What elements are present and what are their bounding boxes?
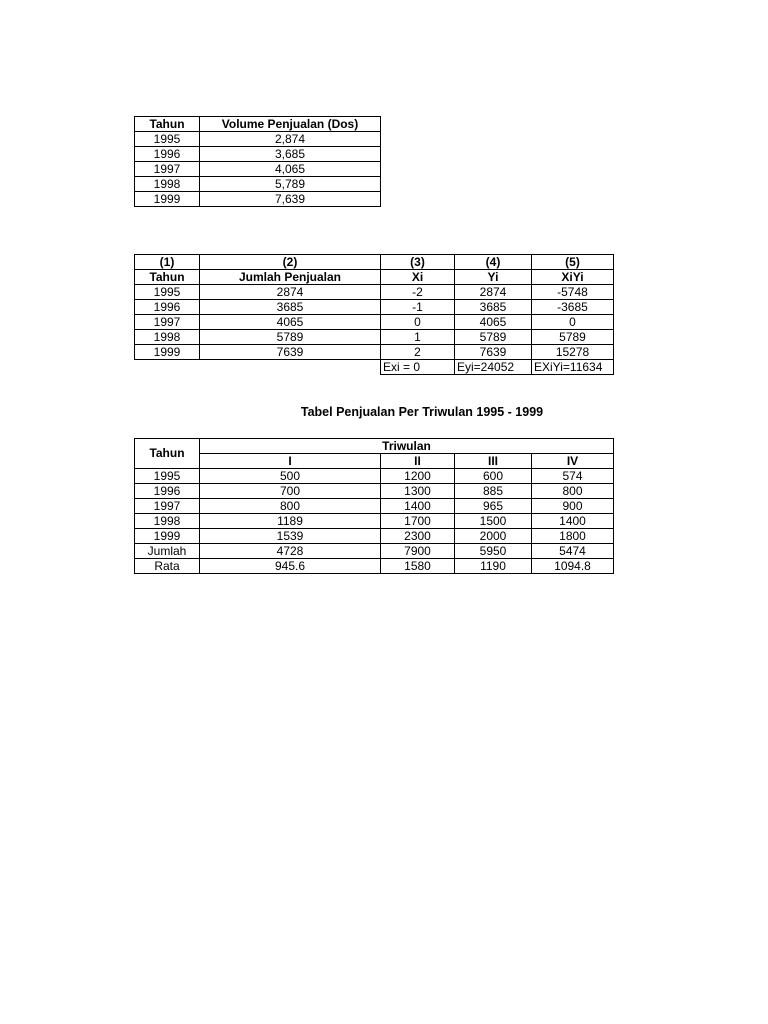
cell-year: 1999: [135, 529, 200, 544]
cell-xiyi: 5789: [532, 330, 614, 345]
quarterly-sales-table: [134, 438, 614, 574]
cell-year: 1999: [135, 345, 200, 360]
cell-volume: 3,685: [200, 147, 381, 162]
quarterly-table-title: Tabel Penjualan Per Triwulan 1995 - 1999: [300, 405, 544, 419]
table-row: [135, 132, 381, 147]
cell-q3: 965: [455, 499, 532, 514]
cell-q4: 1400: [532, 514, 614, 529]
cell-volume: 7,639: [200, 192, 381, 207]
table-row: [135, 177, 381, 192]
cell-q2: 1400: [381, 499, 455, 514]
header-q4: IV: [532, 454, 614, 469]
totals-row: [135, 360, 614, 375]
cell-xi: -1: [381, 300, 455, 315]
header-tahun: Tahun: [135, 117, 200, 132]
cell-q1: 800: [200, 499, 381, 514]
cell-q1: 500: [200, 469, 381, 484]
cell-volume: 2,874: [200, 132, 381, 147]
colnum-2: (2): [200, 255, 381, 270]
cell-q2: 2300: [381, 529, 455, 544]
least-squares-table: [134, 254, 614, 375]
cell-year: 1995: [135, 285, 200, 300]
cell-sales: 4065: [200, 315, 381, 330]
cell-q1: 1189: [200, 514, 381, 529]
cell-volume: 4,065: [200, 162, 381, 177]
cell-q3: 885: [455, 484, 532, 499]
cell-year: 1996: [135, 147, 200, 162]
volume-table: [134, 116, 381, 207]
cell-yi: 4065: [455, 315, 532, 330]
cell-q3: 1500: [455, 514, 532, 529]
table-header-row: [135, 117, 381, 132]
table-row: [135, 285, 614, 300]
table-row: [135, 330, 614, 345]
cell-q4: 5474: [532, 544, 614, 559]
colnum-5: (5): [532, 255, 614, 270]
colnum-4: (4): [455, 255, 532, 270]
cell-yi: 7639: [455, 345, 532, 360]
table-row: [135, 345, 614, 360]
table-row: [135, 300, 614, 315]
cell-q3: 600: [455, 469, 532, 484]
header-q3: III: [455, 454, 532, 469]
cell-year: 1998: [135, 177, 200, 192]
total-xiyi: EXiYi=11634: [532, 360, 614, 375]
cell-q4: 1800: [532, 529, 614, 544]
table-row: [135, 499, 614, 514]
header-triwulan: Triwulan: [200, 439, 614, 454]
cell-q4: 800: [532, 484, 614, 499]
cell-year: 1999: [135, 192, 200, 207]
total-xi: Exi = 0: [381, 360, 455, 375]
cell-q3: 5950: [455, 544, 532, 559]
table-header-row: [135, 270, 614, 285]
cell-year: 1996: [135, 300, 200, 315]
cell-xiyi: 0: [532, 315, 614, 330]
table-header-row: [135, 439, 614, 454]
cell-xiyi: -5748: [532, 285, 614, 300]
cell-yi: 5789: [455, 330, 532, 345]
cell-q3: 2000: [455, 529, 532, 544]
empty-cell: [135, 360, 200, 375]
table-row: [135, 514, 614, 529]
cell-q4: 900: [532, 499, 614, 514]
average-row: [135, 559, 614, 574]
cell-year: 1996: [135, 484, 200, 499]
cell-year: 1997: [135, 162, 200, 177]
cell-q1: 945.6: [200, 559, 381, 574]
cell-sales: 2874: [200, 285, 381, 300]
cell-year: 1997: [135, 499, 200, 514]
cell-xi: -2: [381, 285, 455, 300]
cell-label: Rata: [135, 559, 200, 574]
cell-year: 1998: [135, 330, 200, 345]
cell-sales: 7639: [200, 345, 381, 360]
cell-sales: 5789: [200, 330, 381, 345]
empty-cell: [200, 360, 381, 375]
cell-volume: 5,789: [200, 177, 381, 192]
table-row: [135, 529, 614, 544]
header-yi: Yi: [455, 270, 532, 285]
cell-xiyi: 15278: [532, 345, 614, 360]
cell-xiyi: -3685: [532, 300, 614, 315]
cell-year: 1997: [135, 315, 200, 330]
cell-q2: 1200: [381, 469, 455, 484]
cell-q2: 1700: [381, 514, 455, 529]
header-jumlah: Jumlah Penjualan: [200, 270, 381, 285]
header-q2: II: [381, 454, 455, 469]
colnum-1: (1): [135, 255, 200, 270]
header-q1: I: [200, 454, 381, 469]
colnum-3: (3): [381, 255, 455, 270]
header-tahun: Tahun: [135, 439, 200, 469]
cell-yi: 3685: [455, 300, 532, 315]
column-number-row: [135, 255, 614, 270]
cell-year: 1998: [135, 514, 200, 529]
cell-xi: 0: [381, 315, 455, 330]
total-yi: Eyi=24052: [455, 360, 532, 375]
cell-label: Jumlah: [135, 544, 200, 559]
header-tahun: Tahun: [135, 270, 200, 285]
cell-sales: 3685: [200, 300, 381, 315]
cell-year: 1995: [135, 469, 200, 484]
cell-year: 1995: [135, 132, 200, 147]
cell-q2: 7900: [381, 544, 455, 559]
table-row: [135, 469, 614, 484]
cell-q1: 4728: [200, 544, 381, 559]
cell-q1: 1539: [200, 529, 381, 544]
cell-q4: 1094.8: [532, 559, 614, 574]
cell-q4: 574: [532, 469, 614, 484]
cell-xi: 1: [381, 330, 455, 345]
table-row: [135, 147, 381, 162]
cell-q2: 1300: [381, 484, 455, 499]
table-row: [135, 162, 381, 177]
cell-q2: 1580: [381, 559, 455, 574]
table-row: [135, 315, 614, 330]
table-row: [135, 484, 614, 499]
quarter-header-row: [135, 454, 614, 469]
sum-row: [135, 544, 614, 559]
header-xi: Xi: [381, 270, 455, 285]
cell-q1: 700: [200, 484, 381, 499]
table-row: [135, 192, 381, 207]
header-xiyi: XiYi: [532, 270, 614, 285]
header-volume: Volume Penjualan (Dos): [200, 117, 381, 132]
cell-xi: 2: [381, 345, 455, 360]
cell-yi: 2874: [455, 285, 532, 300]
cell-q3: 1190: [455, 559, 532, 574]
